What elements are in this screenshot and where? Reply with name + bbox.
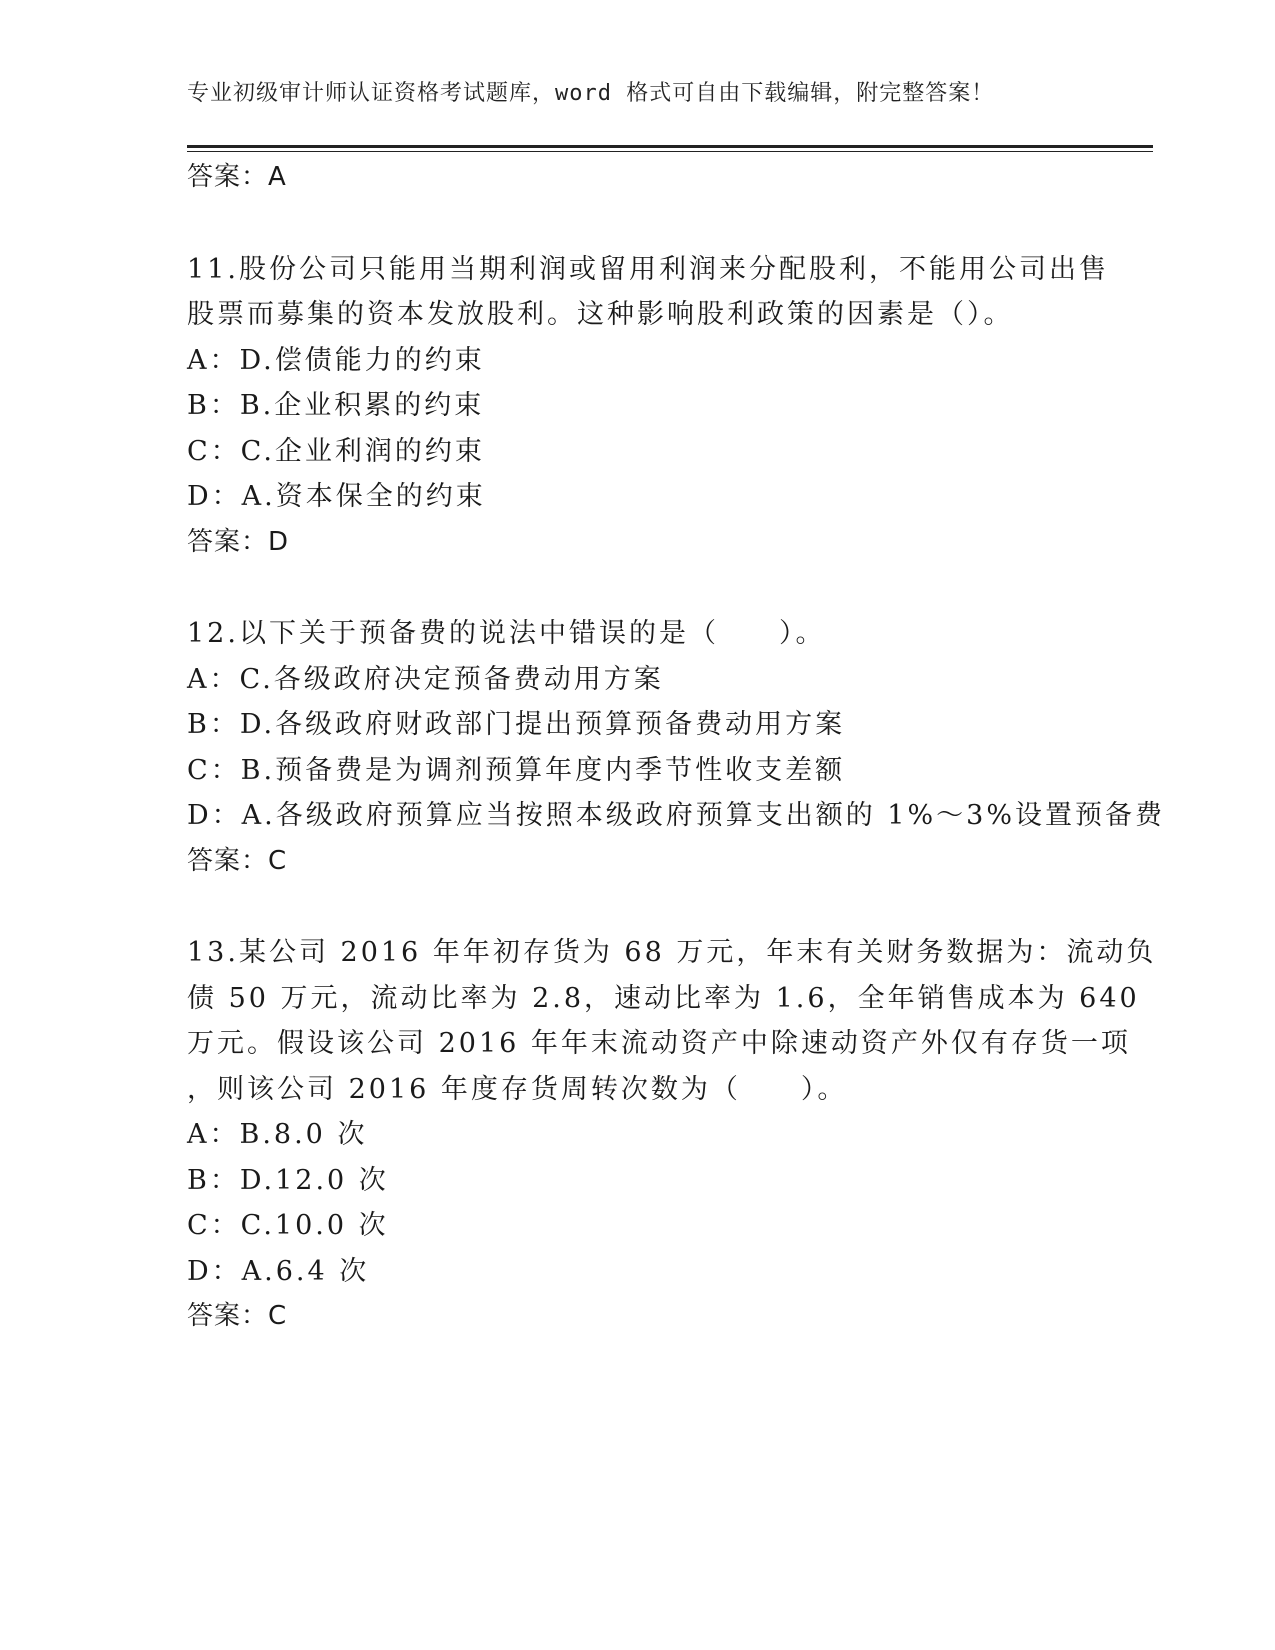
page-header: 专业初级审计师认证资格考试题库，word 格式可自由下载编辑，附完整答案！ <box>187 81 995 106</box>
option-a: A：D.偿债能力的约束 <box>187 344 485 376</box>
option-b: B：B.企业积累的约束 <box>187 390 485 421</box>
option-a: A：B.8.0 次 <box>187 1119 368 1150</box>
question-stem-line: ，则该公司 2016 年度存货周转次数为（ ）。 <box>187 1073 848 1105</box>
option-b: B：D.12.0 次 <box>187 1164 389 1196</box>
question-stem-line: 12.以下关于预备费的说法中错误的是（ ）。 <box>187 618 826 649</box>
question-stem-line: 13.某公司 2016 年年初存货为 68 万元，年末有关财务数据为：流动负 <box>187 937 1157 968</box>
header-rule-thin <box>187 151 1153 152</box>
header-rule-thick <box>187 145 1153 148</box>
question-stem-line: 万元。假设该公司 2016 年年末流动资产中除速动资产外仅有存货一项 <box>187 1028 1131 1059</box>
answer-line: 答案：C <box>187 1301 288 1331</box>
option-c: C：B.预备费是为调剂预算年度内季节性收支差额 <box>187 754 846 786</box>
spacer <box>187 884 1087 930</box>
question-block <box>187 611 1165 884</box>
spacer <box>187 565 1087 611</box>
question-stem-line: 债 50 万元，流动比率为 2.8，速动比率为 1.6，全年销售成本为 640 <box>187 982 1140 1014</box>
option-d: D：A.资本保全的约束 <box>187 481 486 512</box>
answer-line: 答案：D <box>187 526 290 557</box>
question-block <box>187 930 1157 1340</box>
option-c: C：C.10.0 次 <box>187 1210 389 1241</box>
option-c: C：C.企业利润的约束 <box>187 435 485 467</box>
option-d: D：A.各级政府预算应当按照本级政府预算支出额的 1%～3%设置预备费 <box>187 800 1165 831</box>
question-stem-line: 股票而募集的资本发放股利。这种影响股利政策的因素是（）。 <box>187 299 1014 330</box>
option-d: D：A.6.4 次 <box>187 1255 370 1287</box>
answer-line: 答案：A <box>187 162 287 192</box>
option-a: A：C.各级政府决定预备费动用方案 <box>187 663 664 695</box>
question-list <box>187 155 1165 1340</box>
answer-line: 答案：C <box>187 845 288 876</box>
option-b: B：D.各级政府财政部门提出预算预备费动用方案 <box>187 709 846 740</box>
question-stem-line: 11.股份公司只能用当期利润或留用利润来分配股利，不能用公司出售 <box>187 253 1109 285</box>
question-block <box>187 247 1109 566</box>
spacer <box>187 201 1087 247</box>
